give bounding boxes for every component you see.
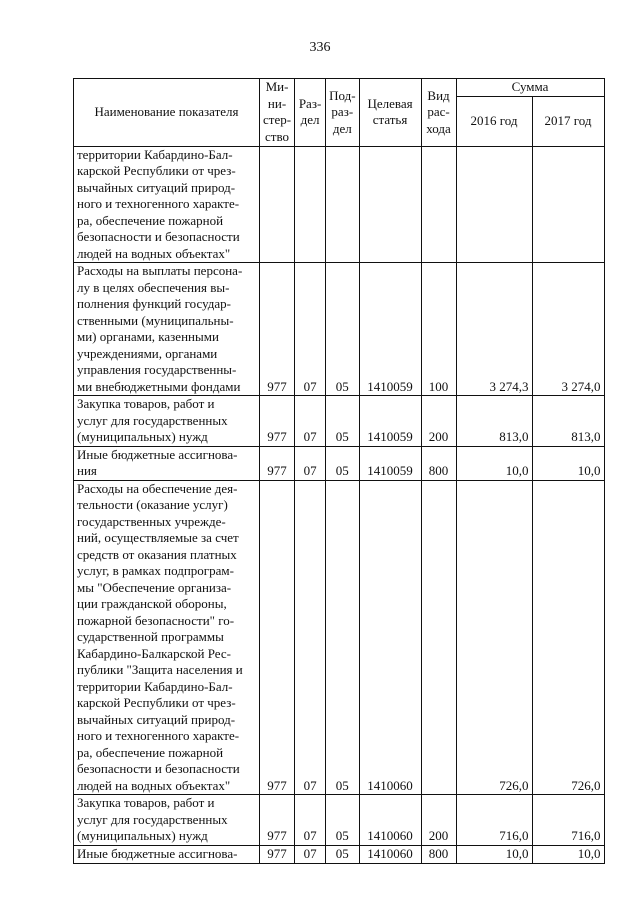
cell-type: 100 [421, 263, 456, 396]
cell-target: 1410060 [359, 845, 421, 863]
cell-section: 07 [295, 480, 326, 795]
page-number: 336 [309, 40, 331, 55]
table-row [74, 446, 605, 480]
cell-target: 1410059 [359, 263, 421, 396]
header-name: Наименование показателя [74, 79, 260, 147]
cell-2016: 10,0 [456, 446, 532, 480]
cell-ministry: 977 [260, 480, 295, 795]
cell-type [421, 480, 456, 795]
cell-2017: 10,0 [532, 845, 604, 863]
header-target: Целевая статья [359, 79, 421, 147]
cell-2016: 10,0 [456, 845, 532, 863]
cell-2016: 716,0 [456, 795, 532, 846]
cell-2016: 3 274,3 [456, 263, 532, 396]
budget-table [73, 78, 605, 864]
header-subsection: Под- раз- дел [326, 79, 359, 147]
cell-2017: 3 274,0 [532, 263, 604, 396]
cell-ministry [260, 146, 295, 263]
cell-2017: 10,0 [532, 446, 604, 480]
cell-target: 1410060 [359, 795, 421, 846]
cell-ministry: 977 [260, 396, 295, 447]
header-year-2016: 2016 год [456, 96, 532, 146]
cell-section: 07 [295, 263, 326, 396]
cell-target: 1410059 [359, 446, 421, 480]
cell-name: Расходы на обеспечение дея- тельности (оказание услуг) государственных учрежде- ний, осуществляемые за счет средств от оказания платных услуг, в рамках подпрограм- мы "Обеспечение организа- ции гражданской обороны, пожарной безопасности" го- сударственной программы Кабардино-Балкарской Рес- публики "Защита населения и территории Кабардино-Бал- карской Республики от чрез- вычайных ситуаций природ- ного и техногенного характе- ра, обеспечение пожарной безопасности и безопасности людей на водных объектах" [74, 480, 260, 795]
cell-ministry: 977 [260, 845, 295, 863]
cell-type [421, 146, 456, 263]
cell-2016: 813,0 [456, 396, 532, 447]
cell-section: 07 [295, 396, 326, 447]
cell-2017: 726,0 [532, 480, 604, 795]
cell-subsection: 05 [326, 845, 359, 863]
cell-target: 1410060 [359, 480, 421, 795]
cell-subsection: 05 [326, 795, 359, 846]
cell-name: Закупка товаров, работ и услуг для государственных (муниципальных) нужд [74, 795, 260, 846]
cell-ministry: 977 [260, 263, 295, 396]
cell-subsection: 05 [326, 446, 359, 480]
cell-subsection [326, 146, 359, 263]
cell-section: 07 [295, 795, 326, 846]
cell-2017: 716,0 [532, 795, 604, 846]
header-type: Вид рас- хода [421, 79, 456, 147]
cell-name: Расходы на выплаты персона- лу в целях обеспечения вы- полнения функций государ- ственными (муниципальны- ми) органами, казенными учреждениями, органами управления государственны- ми внебюджетными фондами [74, 263, 260, 396]
cell-section: 07 [295, 446, 326, 480]
table-header-row [74, 79, 605, 97]
cell-type: 800 [421, 845, 456, 863]
cell-type: 200 [421, 396, 456, 447]
cell-name: Иные бюджетные ассигнова- [74, 845, 260, 863]
cell-subsection: 05 [326, 263, 359, 396]
cell-name: Закупка товаров, работ и услуг для государственных (муниципальных) нужд [74, 396, 260, 447]
cell-ministry: 977 [260, 446, 295, 480]
cell-section [295, 146, 326, 263]
table-row [74, 845, 605, 863]
header-ministry: Ми- ни- стер- ство [260, 79, 295, 147]
table-row [74, 795, 605, 846]
cell-type: 200 [421, 795, 456, 846]
header-section: Раз- дел [295, 79, 326, 147]
cell-2017 [532, 146, 604, 263]
table-row [74, 396, 605, 447]
cell-2016: 726,0 [456, 480, 532, 795]
table-row [74, 263, 605, 396]
cell-ministry: 977 [260, 795, 295, 846]
cell-type: 800 [421, 446, 456, 480]
cell-section: 07 [295, 845, 326, 863]
cell-name: Иные бюджетные ассигнова- ния [74, 446, 260, 480]
cell-2017: 813,0 [532, 396, 604, 447]
header-year-2017: 2017 год [532, 96, 604, 146]
cell-2016 [456, 146, 532, 263]
cell-target [359, 146, 421, 263]
table-row [74, 146, 605, 263]
cell-target: 1410059 [359, 396, 421, 447]
cell-subsection: 05 [326, 480, 359, 795]
header-sum: Сумма [456, 79, 604, 97]
table-row [74, 480, 605, 795]
cell-name: территории Кабардино-Бал- карской Республики от чрез- вычайных ситуаций природ- ного и техногенного характе- ра, обеспечение пожарной безопасности и безопасности людей на водных объектах" [74, 146, 260, 263]
cell-subsection: 05 [326, 396, 359, 447]
